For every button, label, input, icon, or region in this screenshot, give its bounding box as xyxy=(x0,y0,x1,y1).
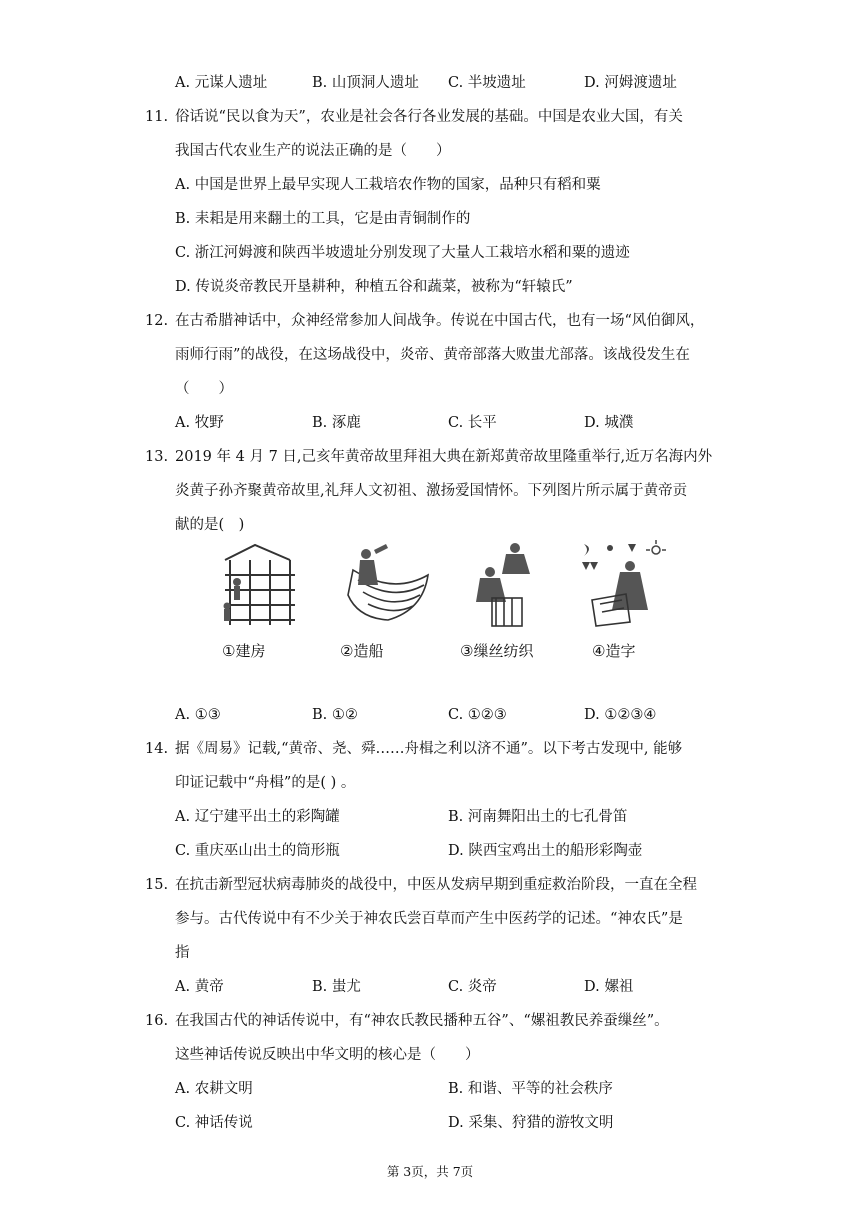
q11-stem-line-1: 俗话说“民以食为天”，农业是社会各行各业发展的基础。中国是农业大国，有关 xyxy=(175,109,683,125)
q16-option-d: D. 采集、狩猎的游牧文明 xyxy=(448,1115,614,1131)
q13-option-c: C. ①②③ xyxy=(448,707,507,723)
q16-option-a: A. 农耕文明 xyxy=(175,1081,253,1097)
q11-option-a: A. 中国是世界上最早实现人工栽培农作物的国家，品种只有稻和粟 xyxy=(175,177,601,193)
q16-option-c: C. 神话传说 xyxy=(175,1115,253,1131)
q14-option-c: C. 重庆巫山出土的筒形瓶 xyxy=(175,843,340,859)
caption-building-house: ①建房 xyxy=(222,642,266,660)
q14-stem-line-2: 印证记载中“舟楫”的是( ) 。 xyxy=(175,775,356,791)
q15-stem-line-1: 在抗击新型冠状病毒肺炎的战役中，中医从发病早期到重症救治阶段，一直在全程 xyxy=(175,877,697,893)
q15-option-d: D. 嫘祖 xyxy=(584,979,634,995)
page-footer: 第 3页，共 7页 xyxy=(386,1164,474,1179)
q15-stem-line-3: 指 xyxy=(175,945,190,961)
q15-option-b: B. 蚩尤 xyxy=(312,979,361,995)
q12-option-b: B. 涿鹿 xyxy=(312,415,361,431)
q13-figure xyxy=(210,540,730,670)
character-creation-illustration xyxy=(578,540,688,630)
q13-stem-line-1: 2019 年 4 月 7 日,己亥年黄帝故里拜祖大典在新郑黄帝故里隆重举行,近万名海内外 xyxy=(175,449,713,465)
q12-stem-line-3: （ ） xyxy=(175,381,233,397)
q11-option-b: B. 耒耜是用来翻土的工具，它是由青铜制作的 xyxy=(175,211,471,227)
q10-option-d: D. 河姆渡遗址 xyxy=(584,75,677,91)
q13-option-d: D. ①②③④ xyxy=(584,707,657,723)
q16-stem-line-2: 这些神话传说反映出中华文明的核心是（ ） xyxy=(175,1047,480,1063)
q14-option-b: B. 河南舞阳出土的七孔骨笛 xyxy=(448,809,628,825)
q12-stem-line-1: 在古希腊神话中，众神经常参加人间战争。传说在中国古代，也有一场“风伯御风， xyxy=(175,313,705,329)
q14-option-a: A. 辽宁建平出土的彩陶罐 xyxy=(175,809,340,825)
caption-silk-weaving: ③缫丝纺织 xyxy=(460,642,534,660)
q11-option-d: D. 传说炎帝教民开垦耕种，种植五谷和蔬菜，被称为“轩辕氏” xyxy=(175,279,573,295)
boat-building-illustration xyxy=(328,540,438,630)
q14-number: 14. xyxy=(145,741,169,757)
silk-weaving-illustration xyxy=(460,540,550,630)
q13-stem-line-3: 献的是( ) xyxy=(175,517,245,533)
q15-number: 15. xyxy=(145,877,169,893)
q13-number: 13. xyxy=(145,449,169,465)
q16-option-b: B. 和谐、平等的社会秩序 xyxy=(448,1081,613,1097)
q10-option-a: A. 元谋人遗址 xyxy=(175,75,268,91)
q11-stem-line-2: 我国古代农业生产的说法正确的是（ ） xyxy=(175,143,451,159)
q15-option-c: C. 炎帝 xyxy=(448,979,497,995)
q10-option-b: B. 山顶洞人遗址 xyxy=(312,75,419,91)
q14-option-d: D. 陕西宝鸡出土的船形彩陶壶 xyxy=(448,843,643,859)
caption-character-creation: ④造字 xyxy=(592,642,636,660)
q11-option-c: C. 浙江河姆渡和陕西半坡遗址分别发现了大量人工栽培水稻和粟的遗迹 xyxy=(175,245,630,261)
q15-option-a: A. 黄帝 xyxy=(175,979,224,995)
q16-number: 16. xyxy=(145,1013,169,1029)
q11-number: 11. xyxy=(145,109,169,125)
q13-stem-line-2: 炎黄子孙齐聚黄帝故里,礼拜人文初祖、激扬爱国情怀。下列图片所示属于黄帝贡 xyxy=(175,483,688,499)
q12-option-c: C. 长平 xyxy=(448,415,497,431)
q10-option-c: C. 半坡遗址 xyxy=(448,75,526,91)
caption-building-boat: ②造船 xyxy=(340,642,384,660)
q12-option-a: A. 牧野 xyxy=(175,415,224,431)
q16-stem-line-1: 在我国古代的神话传说中，有“神农氏教民播种五谷”、“嫘祖教民养蚕缫丝”。 xyxy=(175,1013,669,1029)
q14-stem-line-1: 据《周易》记载,“黄帝、尧、舜……舟楫之利以济不通”。以下考古发现中, 能够 xyxy=(175,741,683,757)
q15-stem-line-2: 参与。古代传说中有不少关于神农氏尝百草而产生中医药学的记述。“神农氏”是 xyxy=(175,911,683,927)
q12-option-d: D. 城濮 xyxy=(584,415,634,431)
q13-option-a: A. ①③ xyxy=(175,707,221,723)
q13-option-b: B. ①② xyxy=(312,707,358,723)
q12-number: 12. xyxy=(145,313,169,329)
q12-stem-line-2: 雨师行雨”的战役，在这场战役中，炎帝、黄帝部落大败蚩尤部落。该战役发生在 xyxy=(175,347,690,363)
house-building-illustration xyxy=(215,540,305,630)
